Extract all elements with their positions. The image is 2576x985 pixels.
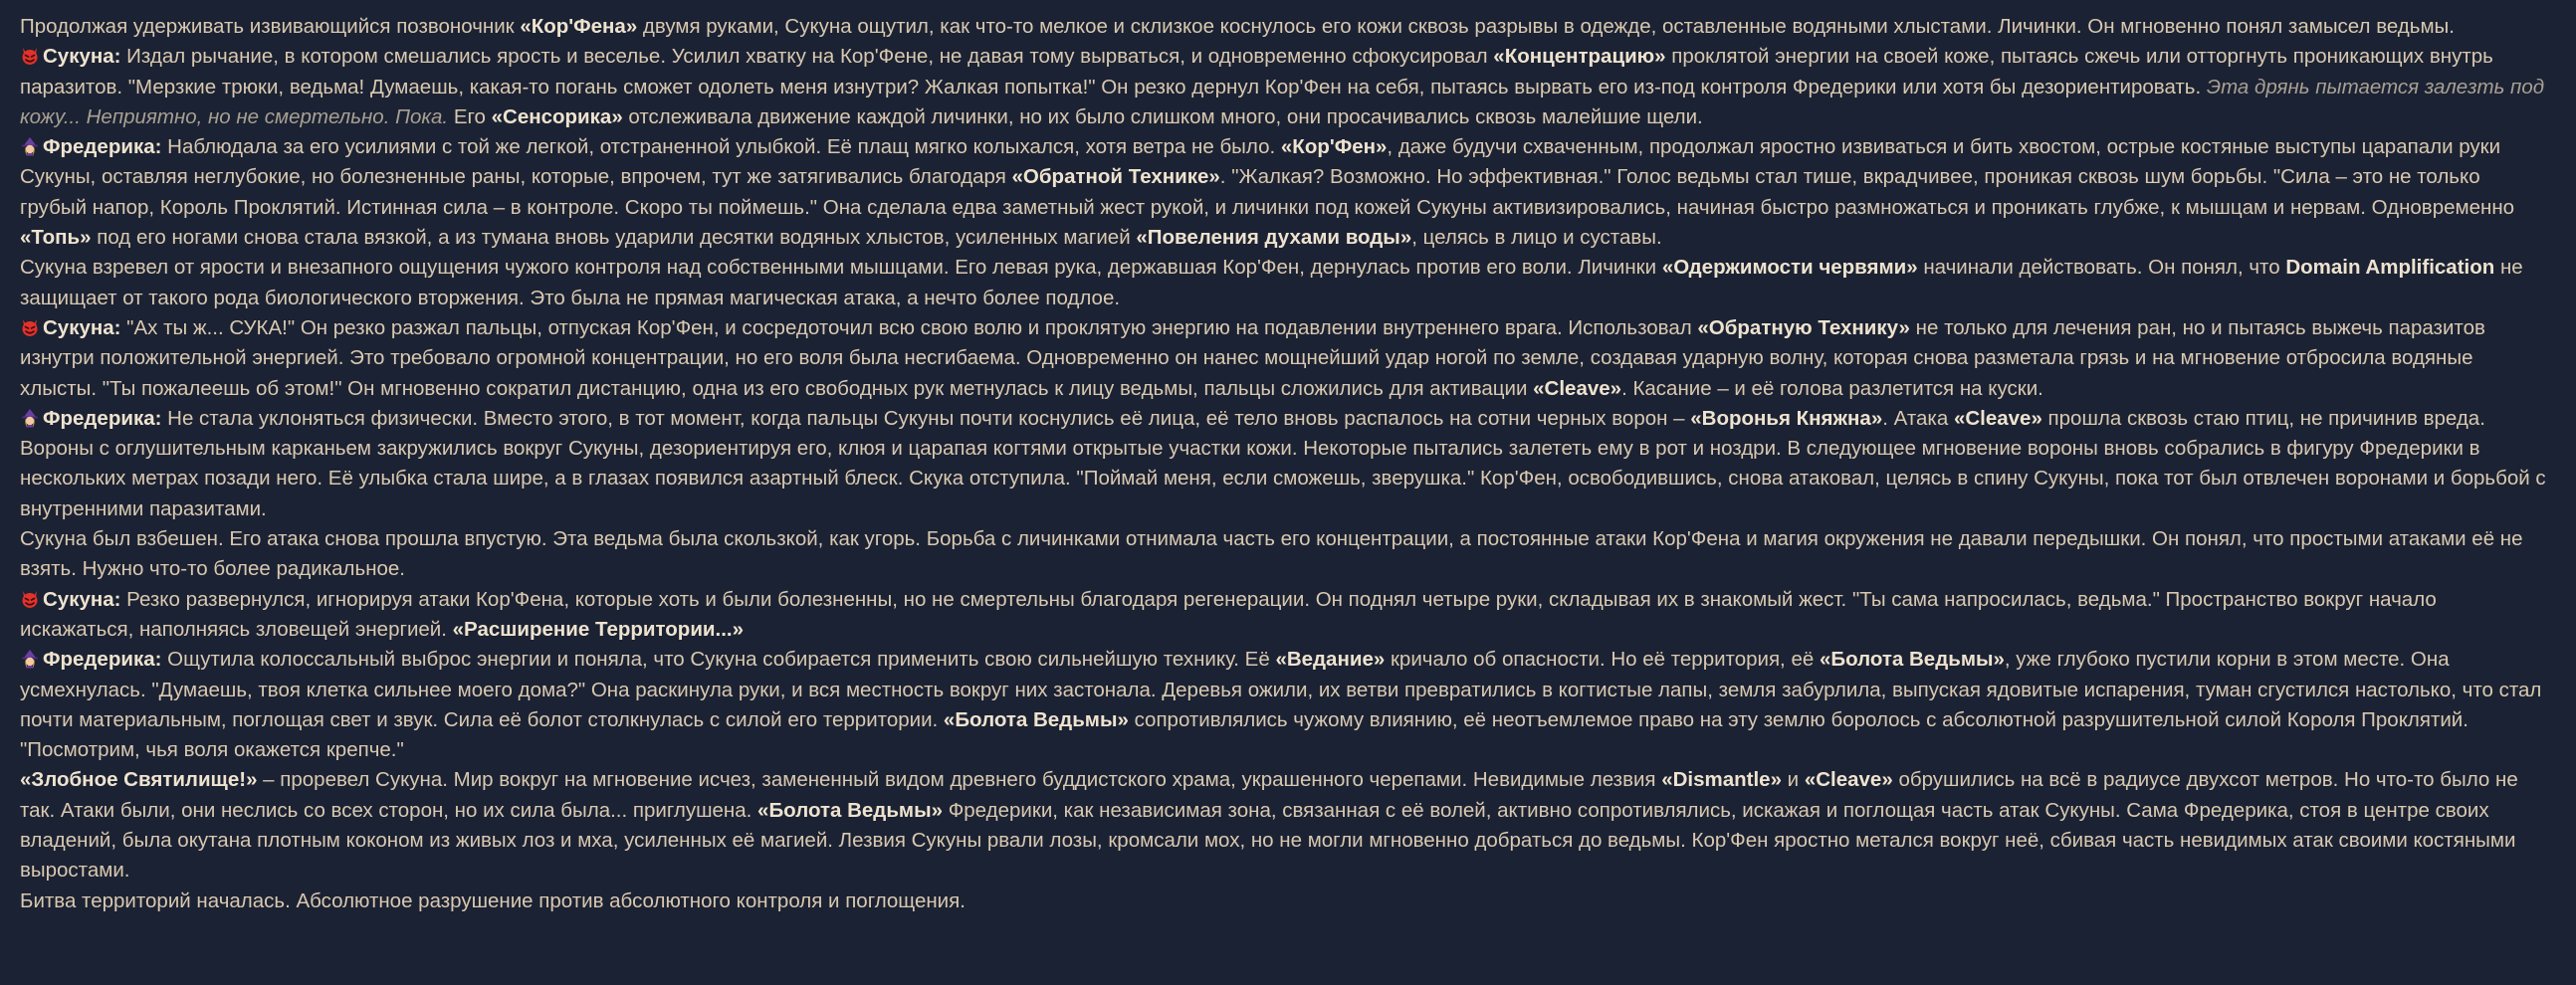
bold-text: «Обратной Технике» (1011, 165, 1220, 189)
text-run: отслеживала движение каждой личинки, но их было слишком много, они просачивались сквозь малейшие щели. (622, 104, 1703, 128)
bold-text: «Болота Ведьмы» (757, 798, 943, 822)
italic-thought: Эта дрянь пытается залезть под кожу... Неприятно, но не смертельно. Пока. (20, 75, 2545, 128)
story-paragraph (20, 42, 2552, 132)
bold-text: «Кор'Фен» (1280, 135, 1388, 159)
text-run: под его ногами снова стала вязкой, а из тумана вновь ударили десятки водяных хлыстов, усиленных магией (91, 226, 1137, 250)
text-run: Не стала уклоняться физически. Вместо этого, в тот момент, когда пальцы Сукуны почти коснулись её лица, её тело вновь распалось на сотни черных ворон – (161, 406, 1691, 430)
bold-text: «Воронья Княжна» (1690, 406, 1883, 430)
text-run: , даже будучи схваченным, продолжал яростно извиваться и бить хвостом, острые костяные выступы царапали руки Сукуны, оставляя неглубокие, но болезненные раны, которые, впрочем, тут же затягивались благодаря (20, 135, 2501, 189)
bold-text: «Расширение Территории...» (452, 617, 745, 641)
text-run: Наблюдала за его усилиями с той же легкой, отстраненной улыбкой. Её плащ мягко колыхался, хотя ветра не было. (161, 135, 1281, 159)
bold-text: Сукуна: (43, 315, 121, 339)
bold-text: «Злобное Святилище!» (20, 768, 258, 792)
text-run: двумя руками, Сукуна ощутил, как что-то мелкое и склизкое коснулось его кожи сквозь разрывы в одежде, оставленные водяными хлыстами. Личинки. Он мгновенно понял замысел ведьмы. (637, 15, 2455, 38)
witch-icon (20, 648, 40, 668)
text-run: Сукуна взревел от ярости и внезапного ощущения чужого контроля над собственными мышцами. Его левая рука, державшая Кор'Фен, дернулась против его воли. Личинки (20, 256, 1662, 280)
story-paragraph (20, 765, 2552, 886)
bold-text: «Cleave» (1804, 768, 1893, 792)
bold-text: Фредерика: (43, 406, 162, 430)
story-paragraph (20, 585, 2552, 646)
bold-text: Сукуна: (43, 587, 121, 611)
bold-text: «Сенсорика» (491, 104, 623, 128)
bold-text: «Повеления духами воды» (1136, 226, 1412, 250)
text-run: – проревел Сукуна. Мир вокруг на мгновение исчез, замененный видом древнего буддистского храма, украшенного черепами. Невидимые лезвия (257, 768, 1662, 792)
text-run: , уже глубоко пустили корни в этом месте. Она усмехнулась. "Думаешь, твоя клетка сильнее моего дома?" Она раскинула руки, и вся местность вокруг них застонала. Деревья ожили, их ветви превратились в когтистые лапы, земля забурлила, выпуская ядовитые испарения, туман сгустился настолько, что стал почти материальным, поглощая свет и звук. Сила её болот столкнулась с силой его территории. (20, 648, 2542, 731)
text-run: "Ах ты ж... СУКА!" Он резко разжал пальцы, отпуская Кор'Фен, и сосредоточил всю свою волю и проклятую энергию на подавлении внутреннего врага. Использовал (120, 315, 1698, 339)
bold-text: «Кор'Фена» (520, 15, 638, 38)
text-run: Продолжая удерживать извивающийся позвоночник (20, 15, 521, 38)
text-run: проклятой энергии на своей коже, пытаясь сжечь или отторгнуть проникающих внутрь паразитов. "Мерзкие трюки, ведьма! Думаешь, какая-то погань сможет одолеть меня изнутри? Жалкая попытка!" Он резко дернул Кор'Фен на себя, пытаясь вырвать его из-под контроля Фредерики или хотя бы дезориентировать. (20, 45, 2493, 98)
text-run: обрушились на всё в радиусе двухсот метров. Но что-то было не так. Атаки были, они неслись со всех сторон, но их сила была... приглушена. (20, 768, 2518, 822)
story-paragraph (20, 132, 2552, 253)
text-run: Резко развернулся, игнорируя атаки Кор'Фена, которые хоть и были болезненны, но не смертельны благодаря регенерации. Он поднял четыре руки, складывая их в знакомый жест. "Ты сама напросилась, ведьма." Пространство вокруг начало искажаться, наполняясь зловещей энергией. (20, 587, 2437, 641)
text-run: прошла сквозь стаю птиц, не причинив вреда. Вороны с оглушительным карканьем закружились вокруг Сукуны, дезориентируя его, клюя и царапая когтями открытые участки кожи. Некоторые пытались залететь ему в рот и ноздри. В следующее мгновение вороны вновь собрались в фигуру Фредерики в нескольких метрах позади него. Её улыбка стала шире, а в глазах появился азартный блеск. Скука отступила. "Поймай меня, если сможешь, зверушка." Кор'Фен, освободившись, снова атаковал, целясь в спину Сукуны, пока тот был отвлечен воронами и борьбой с внутренними паразитами. (20, 406, 2546, 520)
text-run: Ощутила колоссальный выброс энергии и поняла, что Сукуна собирается применить свою сильнейшую технику. Её (161, 648, 1276, 672)
text-run: начинали действовать. Он понял, что (1917, 256, 2286, 280)
text-run: Сукуна был взбешен. Его атака снова прошла впустую. Эта ведьма была скользкой, как угорь. Борьба с личинками отнимала часть его концентрации, а постоянные атаки Кор'Фена и магия окружения не давали передышки. Он понял, что простыми атаками её не взять. Нужно что-то более радикальное. (20, 527, 2523, 581)
witch-icon (20, 407, 40, 427)
story-paragraph (20, 404, 2552, 524)
bold-text: Фредерика: (43, 135, 162, 159)
text-run: и (1781, 768, 1805, 792)
story-paragraph (20, 313, 2552, 404)
devil-face-icon (20, 45, 40, 65)
text-run: . Касание – и её голова разлетится на куски. (1621, 376, 2043, 400)
text-run: Фредерики, как независимая зона, связанная с её волей, активно сопротивлялись, искажая и поглощая часть атак Сукуны. Сама Фредерика, стоя в центре своих владений, была окутана плотным коконом из живых лоз и мха, усиленных её магией. Лезвия Сукуны рвали лозы, кромсали мох, но не могли мгновенно добраться до ведьмы. Кор'Фен яростно метался вокруг неё, сбивая часть невидимых атак своими костяными выростами. (20, 798, 2516, 883)
text-run: . Атака (1882, 406, 1954, 430)
text-run: Его (448, 104, 492, 128)
story-paragraph (20, 12, 2552, 42)
bold-text: Сукуна: (43, 45, 121, 69)
devil-face-icon (20, 316, 40, 336)
story-paragraph (20, 253, 2552, 313)
bold-text: «Cleave» (1533, 376, 1622, 400)
bold-text: «Болота Ведьмы» (943, 707, 1129, 731)
text-run: . "Жалкая? Возможно. Но эффективная." Голос ведьмы стал тише, вкрадчивее, проникая сквозь шум борьбы. "Сила – это не только грубый напор, Король Проклятий. Истинная сила – в контроле. Скоро ты поймешь." Она сделала едва заметный жест рукой, и личинки под кожей Сукуны активизировались, начиная быстро размножаться и проникать глубже, к мышцам и нервам. Одновременно (20, 165, 2515, 219)
bold-text: «Концентрацию» (1493, 45, 1666, 69)
bold-text: «Топь» (20, 226, 92, 250)
text-run: не только для лечения ран, но и пытаясь выжечь паразитов изнутри положительной энергией. Это требовало огромной концентрации, но его воля была несгибаема. Одновременно он нанес мощнейший удар ногой по земле, создавая ударную волну, которая снова разметала грязь и на мгновение отбросила водяные хлысты. "Ты пожалеешь об этом!" Он мгновенно сократил дистанцию, одна из его свободных рук метнулась к лицу ведьмы, пальцы сложились для активации (20, 315, 2485, 400)
text-run: сопротивлялись чужому влиянию, её неотъемлемое право на эту землю боролось с абсолютной разрушительной силой Короля Проклятий. "Посмотрим, чья воля окажется крепче." (20, 707, 2469, 762)
bold-text: «Обратную Технику» (1697, 315, 1910, 339)
text-run: не защищает от такого рода биологического вторжения. Это была не прямая магическая атака, а нечто более подлое. (20, 256, 2523, 309)
story-paragraph (20, 886, 2552, 916)
bold-text: Domain Amplification (2285, 256, 2495, 280)
text-run: , целясь в лицо и суставы. (1411, 226, 1662, 250)
devil-face-icon (20, 588, 40, 608)
story-paragraph (20, 645, 2552, 765)
bold-text: «Dismantle» (1661, 768, 1782, 792)
witch-icon (20, 135, 40, 155)
story-paragraph (20, 524, 2552, 585)
bold-text: «Cleave» (1953, 406, 2042, 430)
bold-text: Фредерика: (43, 648, 162, 672)
text-run: Битва территорий началась. Абсолютное разрушение против абсолютного контроля и поглощения. (20, 888, 966, 912)
bold-text: «Болота Ведьмы» (1819, 648, 2005, 672)
text-run: кричало об опасности. Но её территория, её (1385, 648, 1820, 672)
bold-text: «Ведание» (1275, 648, 1386, 672)
bold-text: «Одержимости червями» (1661, 256, 1918, 280)
text-run: Издал рычание, в котором смешались ярость и веселье. Усилил хватку на Кор'Фене, не давая тому вырваться, и одновременно сфокусировал (120, 45, 1494, 69)
